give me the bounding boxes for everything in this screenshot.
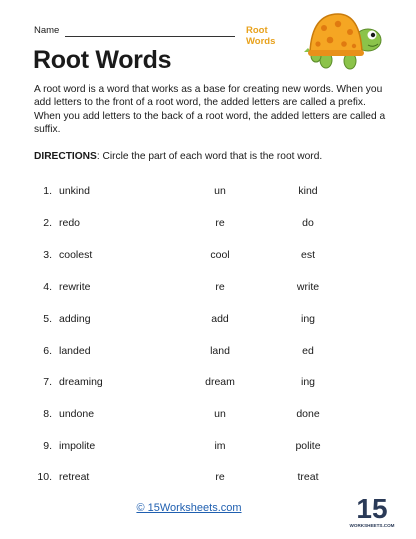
name-row xyxy=(34,25,294,47)
item-part-second[interactable]: ed xyxy=(302,345,314,357)
logo-number: 15 xyxy=(356,493,388,524)
item-part-first[interactable]: un xyxy=(214,185,226,197)
item-number: 9. xyxy=(43,440,52,452)
item-number: 6. xyxy=(43,345,52,357)
item-part-first[interactable]: land xyxy=(210,345,230,357)
name-blank-line[interactable] xyxy=(65,36,235,37)
item-number: 5. xyxy=(43,313,52,325)
item-word: coolest xyxy=(59,249,93,261)
item-part-first[interactable]: un xyxy=(214,408,226,420)
item-part-second[interactable]: treat xyxy=(297,471,319,483)
name-label: Name xyxy=(34,25,60,36)
item-part-first[interactable]: re xyxy=(215,281,225,293)
word-row xyxy=(0,440,416,456)
directions xyxy=(34,151,386,162)
item-part-first[interactable]: im xyxy=(214,440,226,452)
word-row xyxy=(0,345,416,361)
item-part-second[interactable]: done xyxy=(296,408,320,420)
directions-label: DIRECTIONS xyxy=(34,151,97,162)
word-row xyxy=(0,408,416,424)
item-number: 4. xyxy=(43,281,52,293)
item-part-second[interactable]: do xyxy=(302,217,314,229)
item-part-second[interactable]: est xyxy=(300,249,315,261)
logo-text: WORKSHEETS.COM xyxy=(349,523,395,528)
item-word: rewrite xyxy=(59,281,91,293)
item-part-second[interactable]: ing xyxy=(300,376,315,388)
footer-copyright-link[interactable]: © 15Worksheets.com xyxy=(136,502,242,514)
directions-text: : Circle the part of each word that is the root word. xyxy=(96,151,323,162)
worksheets-logo-icon xyxy=(349,488,395,530)
item-number: 1. xyxy=(43,185,52,197)
item-number: 7. xyxy=(43,376,52,388)
item-word: redo xyxy=(59,217,81,229)
word-row xyxy=(0,281,416,297)
item-part-first[interactable]: re xyxy=(215,217,225,229)
header-worksheet-title: Root Words xyxy=(246,25,276,47)
item-word: dreaming xyxy=(59,376,103,388)
item-part-first[interactable]: cool xyxy=(210,249,230,261)
item-number: 2. xyxy=(43,217,52,229)
word-row xyxy=(0,249,416,265)
item-part-second[interactable]: ing xyxy=(300,313,315,325)
word-row xyxy=(0,217,416,233)
item-word: undone xyxy=(59,408,95,420)
item-part-first[interactable]: add xyxy=(211,313,229,325)
page-title: Root Words xyxy=(33,46,172,74)
item-word: retreat xyxy=(59,471,90,483)
item-part-first[interactable]: re xyxy=(215,471,225,483)
item-number: 8. xyxy=(43,408,52,420)
item-word: impolite xyxy=(59,440,96,452)
word-row xyxy=(0,185,416,201)
word-row xyxy=(0,313,416,329)
turtle-icon xyxy=(302,8,384,72)
item-part-second[interactable]: write xyxy=(296,281,320,293)
item-part-second[interactable]: kind xyxy=(298,185,318,197)
item-number: 3. xyxy=(43,249,52,261)
word-row xyxy=(0,376,416,392)
item-word: adding xyxy=(59,313,91,325)
item-word: landed xyxy=(59,345,91,357)
item-part-first[interactable]: dream xyxy=(205,376,235,388)
word-row xyxy=(0,471,416,487)
item-number: 10. xyxy=(37,471,52,483)
intro-paragraph: A root word is a word that works as a base for creating new words. When you add letters to the front of a root word, the added letters are called a prefix. When you add letters to the back of a root word, the added letters are called a suffix. xyxy=(34,84,386,136)
item-word: unkind xyxy=(59,185,90,197)
item-part-second[interactable]: polite xyxy=(295,440,321,452)
